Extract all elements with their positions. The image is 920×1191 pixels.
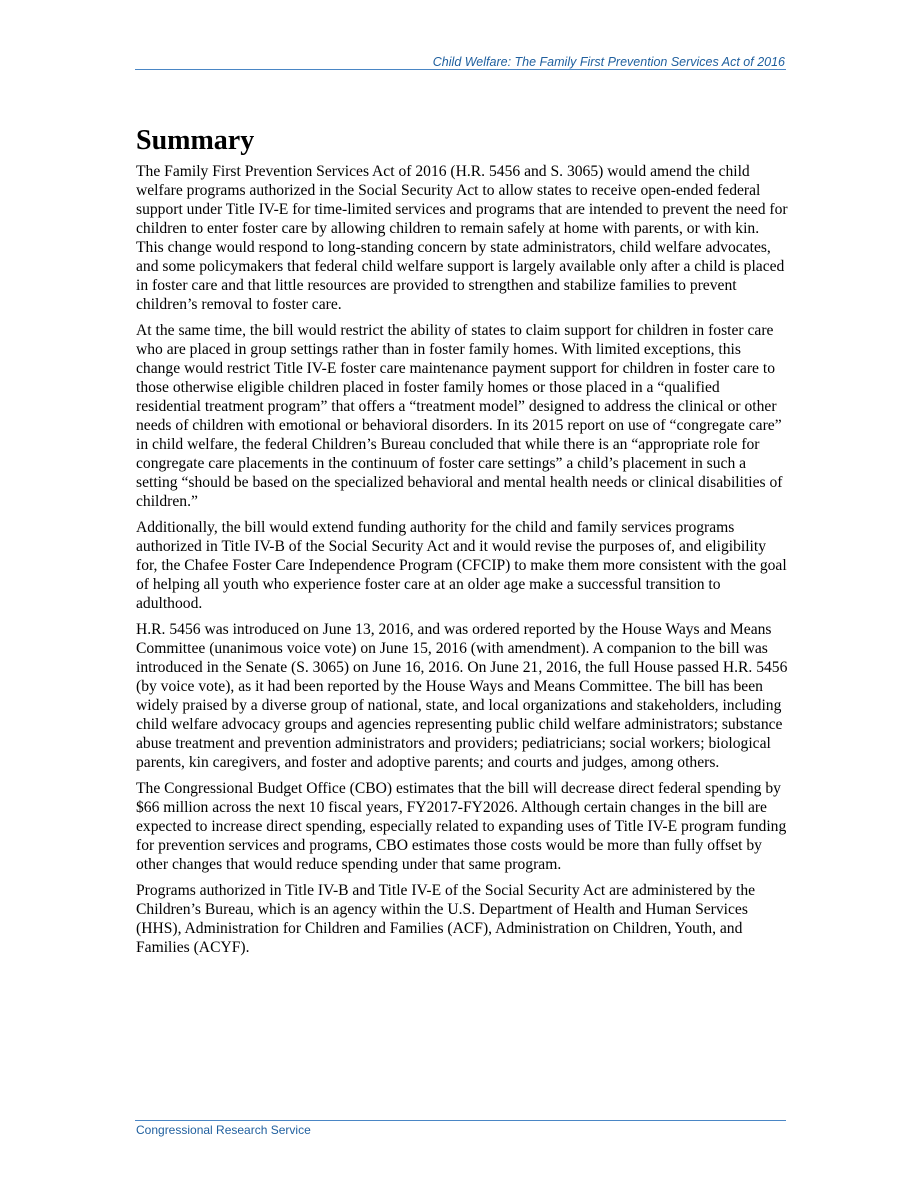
main-content [136,124,788,964]
summary-paragraph-1: The Family First Prevention Services Act of 2016 (H.R. 5456 and S. 3065) would amend the child welfare programs authorized in the Social Security Act to allow states to receive open-ended federal support under Title IV-E for time-limited services and programs that are intended to prevent the need for children to enter foster care by allowing children to remain safely at home with parents, or with kin. This change would respond to long-standing concern by state administrators, child welfare advocates, and some policymakers that federal child welfare support is largely available only after a child is placed in foster care and that little resources are provided to strengthen and stabilize families to prevent children’s removal to foster care. [136,163,788,313]
summary-heading: Summary [136,125,255,156]
summary-paragraph-4: H.R. 5456 was introduced on June 13, 2016, and was ordered reported by the House Ways and Means Committee (unanimous voice vote) on June 15, 2016 (with amendment). A companion to the bill was introduced in the Senate (S. 3065) on June 16, 2016. On June 21, 2016, the full House passed H.R. 5456 (by voice vote), as it had been reported by the House Ways and Means Committee. The bill has been widely praised by a diverse group of national, state, and local organizations and stakeholders, including child welfare advocacy groups and agencies representing public child welfare administrators; substance abuse treatment and prevention administrators and providers; pediatricians; social workers; biological parents, kin caregivers, and foster and adoptive parents; and courts and judges, among others. [136,621,788,771]
summary-paragraph-2: At the same time, the bill would restrict the ability of states to claim support for children in foster care who are placed in group settings rather than in foster family homes. With limited exceptions, this change would restrict Title IV-E foster care maintenance payment support for children in foster care to those otherwise eligible children placed in foster family homes or those placed in a “qualified residential treatment program” that offers a “treatment model” designed to address the clinical or other needs of children with emotional or behavioral disorders. In its 2015 report on use of “congregate care” in child welfare, the federal Children’s Bureau concluded that while there is an “appropriate role for congregate care placements in the continuum of foster care settings” a child’s placement in such a setting “should be based on the specialized behavioral and mental health needs or clinical disabilities of children.” [136,322,783,510]
footer-rule [135,1120,786,1121]
summary-paragraph-3: Additionally, the bill would extend funding authority for the child and family services programs authorized in Title IV-B of the Social Security Act and it would revise the purposes of, and eligibility for, the Chafee Foster Care Independence Program (CFCIP) to make them more consistent with the goal of helping all youth who experience foster care at an older age make a successful transition to adulthood. [136,519,787,612]
running-footer: Congressional Research Service [136,1123,311,1137]
summary-paragraph-5: The Congressional Budget Office (CBO) estimates that the bill will decrease direct federal spending by $66 million across the next 10 fiscal years, FY2017-FY2026. Although certain changes in the bill are expected to increase direct spending, especially related to expanding uses of Title IV-E program funding for prevention services and programs, CBO estimates those costs would be more than fully offset by other changes that would reduce spending under that same program. [136,780,787,873]
header-rule [135,69,786,70]
summary-paragraph-6: Programs authorized in Title IV-B and Title IV-E of the Social Security Act are administered by the Children’s Bureau, which is an agency within the U.S. Department of Health and Human Services (HHS), Administration for Children and Families (ACF), Administration on Children, Youth, and Families (ACYF). [136,882,756,956]
running-header: Child Welfare: The Family First Prevention Services Act of 2016 [432,55,785,69]
